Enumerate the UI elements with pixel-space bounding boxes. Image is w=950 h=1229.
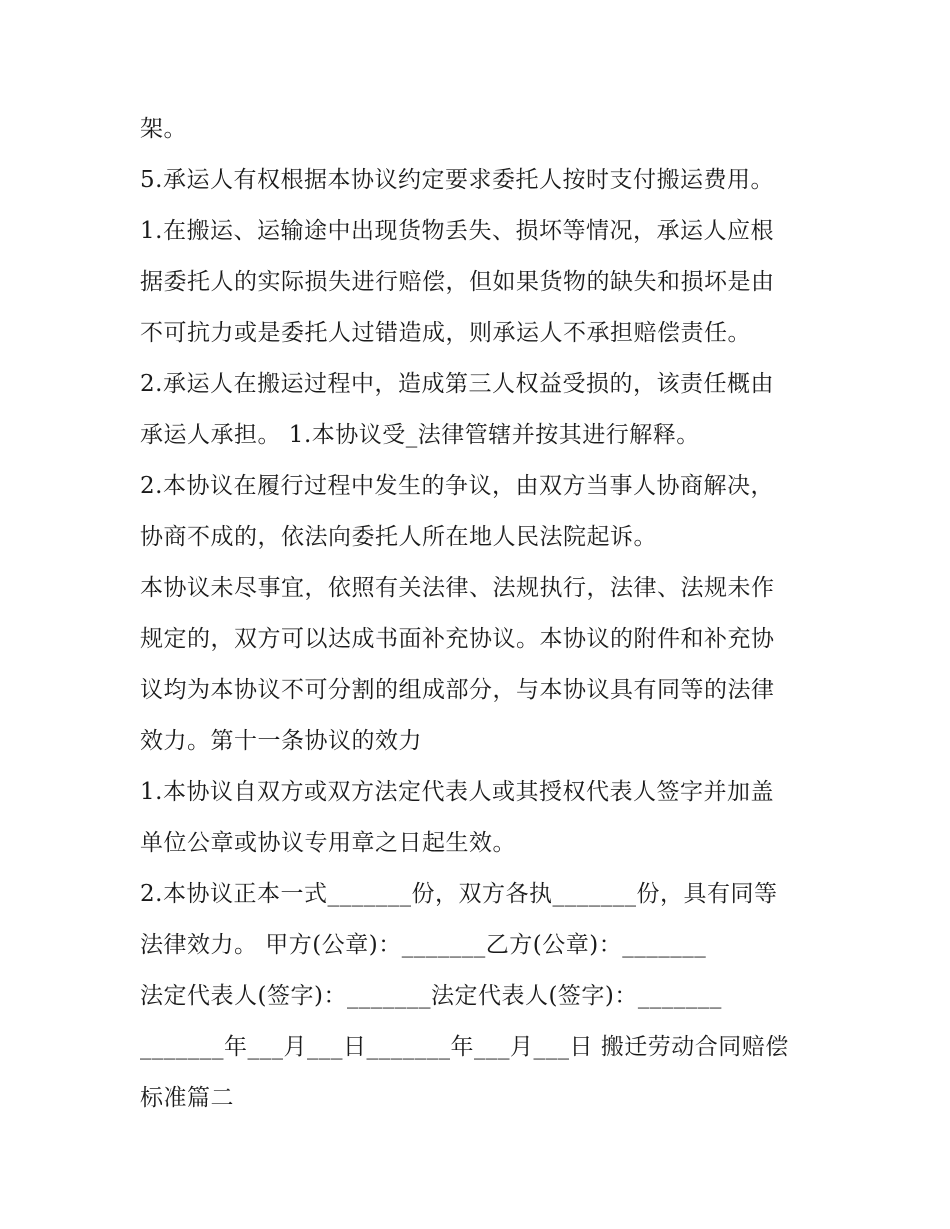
- text-line: 2.承运人在搬运过程中，造成第三人权益受损的，该责任概由: [140, 371, 774, 397]
- text-line: 规定的，双方可以达成书面补充协议。本协议的附件和补充协: [140, 626, 775, 652]
- text-line: 效力。第十一条协议的效力: [140, 728, 422, 754]
- text-line: 5.承运人有权根据本协议约定要求委托人按时支付搬运费用。: [140, 167, 774, 193]
- text-line: 议均为本协议不可分割的组成部分，与本协议具有同等的法律: [140, 677, 775, 703]
- text-line: 法律效力。 甲方(公章)：_______乙方(公章)：_______: [140, 932, 707, 958]
- text-line: 协商不成的，依法向委托人所在地人民法院起诉。: [140, 524, 657, 550]
- text-line: 单位公章或协议专用章之日起生效。: [140, 830, 516, 856]
- document-body: [140, 104, 830, 1124]
- text-line: 不可抗力或是委托人过错造成，则承运人不承担赔偿责任。: [140, 320, 751, 346]
- text-line: 架。: [140, 116, 187, 142]
- text-line: 2.本协议在履行过程中发生的争议，由双方当事人协商解决，: [140, 473, 774, 499]
- text-line: 标准篇二: [140, 1085, 234, 1111]
- text-line: 本协议未尽事宜，依照有关法律、法规执行，法律、法规未作: [140, 575, 775, 601]
- text-line: 据委托人的实际损失进行赔偿，但如果货物的缺失和损坏是由: [140, 269, 775, 295]
- text-line: 1.本协议自双方或双方法定代表人或其授权代表人签字并加盖: [140, 779, 774, 805]
- text-line: 法定代表人(签字)：_______法定代表人(签字)：_______: [140, 983, 722, 1009]
- text-line: 承运人承担。 1.本协议受_法律管辖并按其进行解释。: [140, 422, 700, 448]
- text-line: _______年___月___日_______年___月___日 搬迁劳动合同赔偿: [140, 1034, 789, 1060]
- text-line: 2.本协议正本一式_______份，双方各执_______份，具有同等: [140, 881, 778, 907]
- text-line: 1.在搬运、运输途中出现货物丢失、损坏等情况，承运人应根: [140, 218, 774, 244]
